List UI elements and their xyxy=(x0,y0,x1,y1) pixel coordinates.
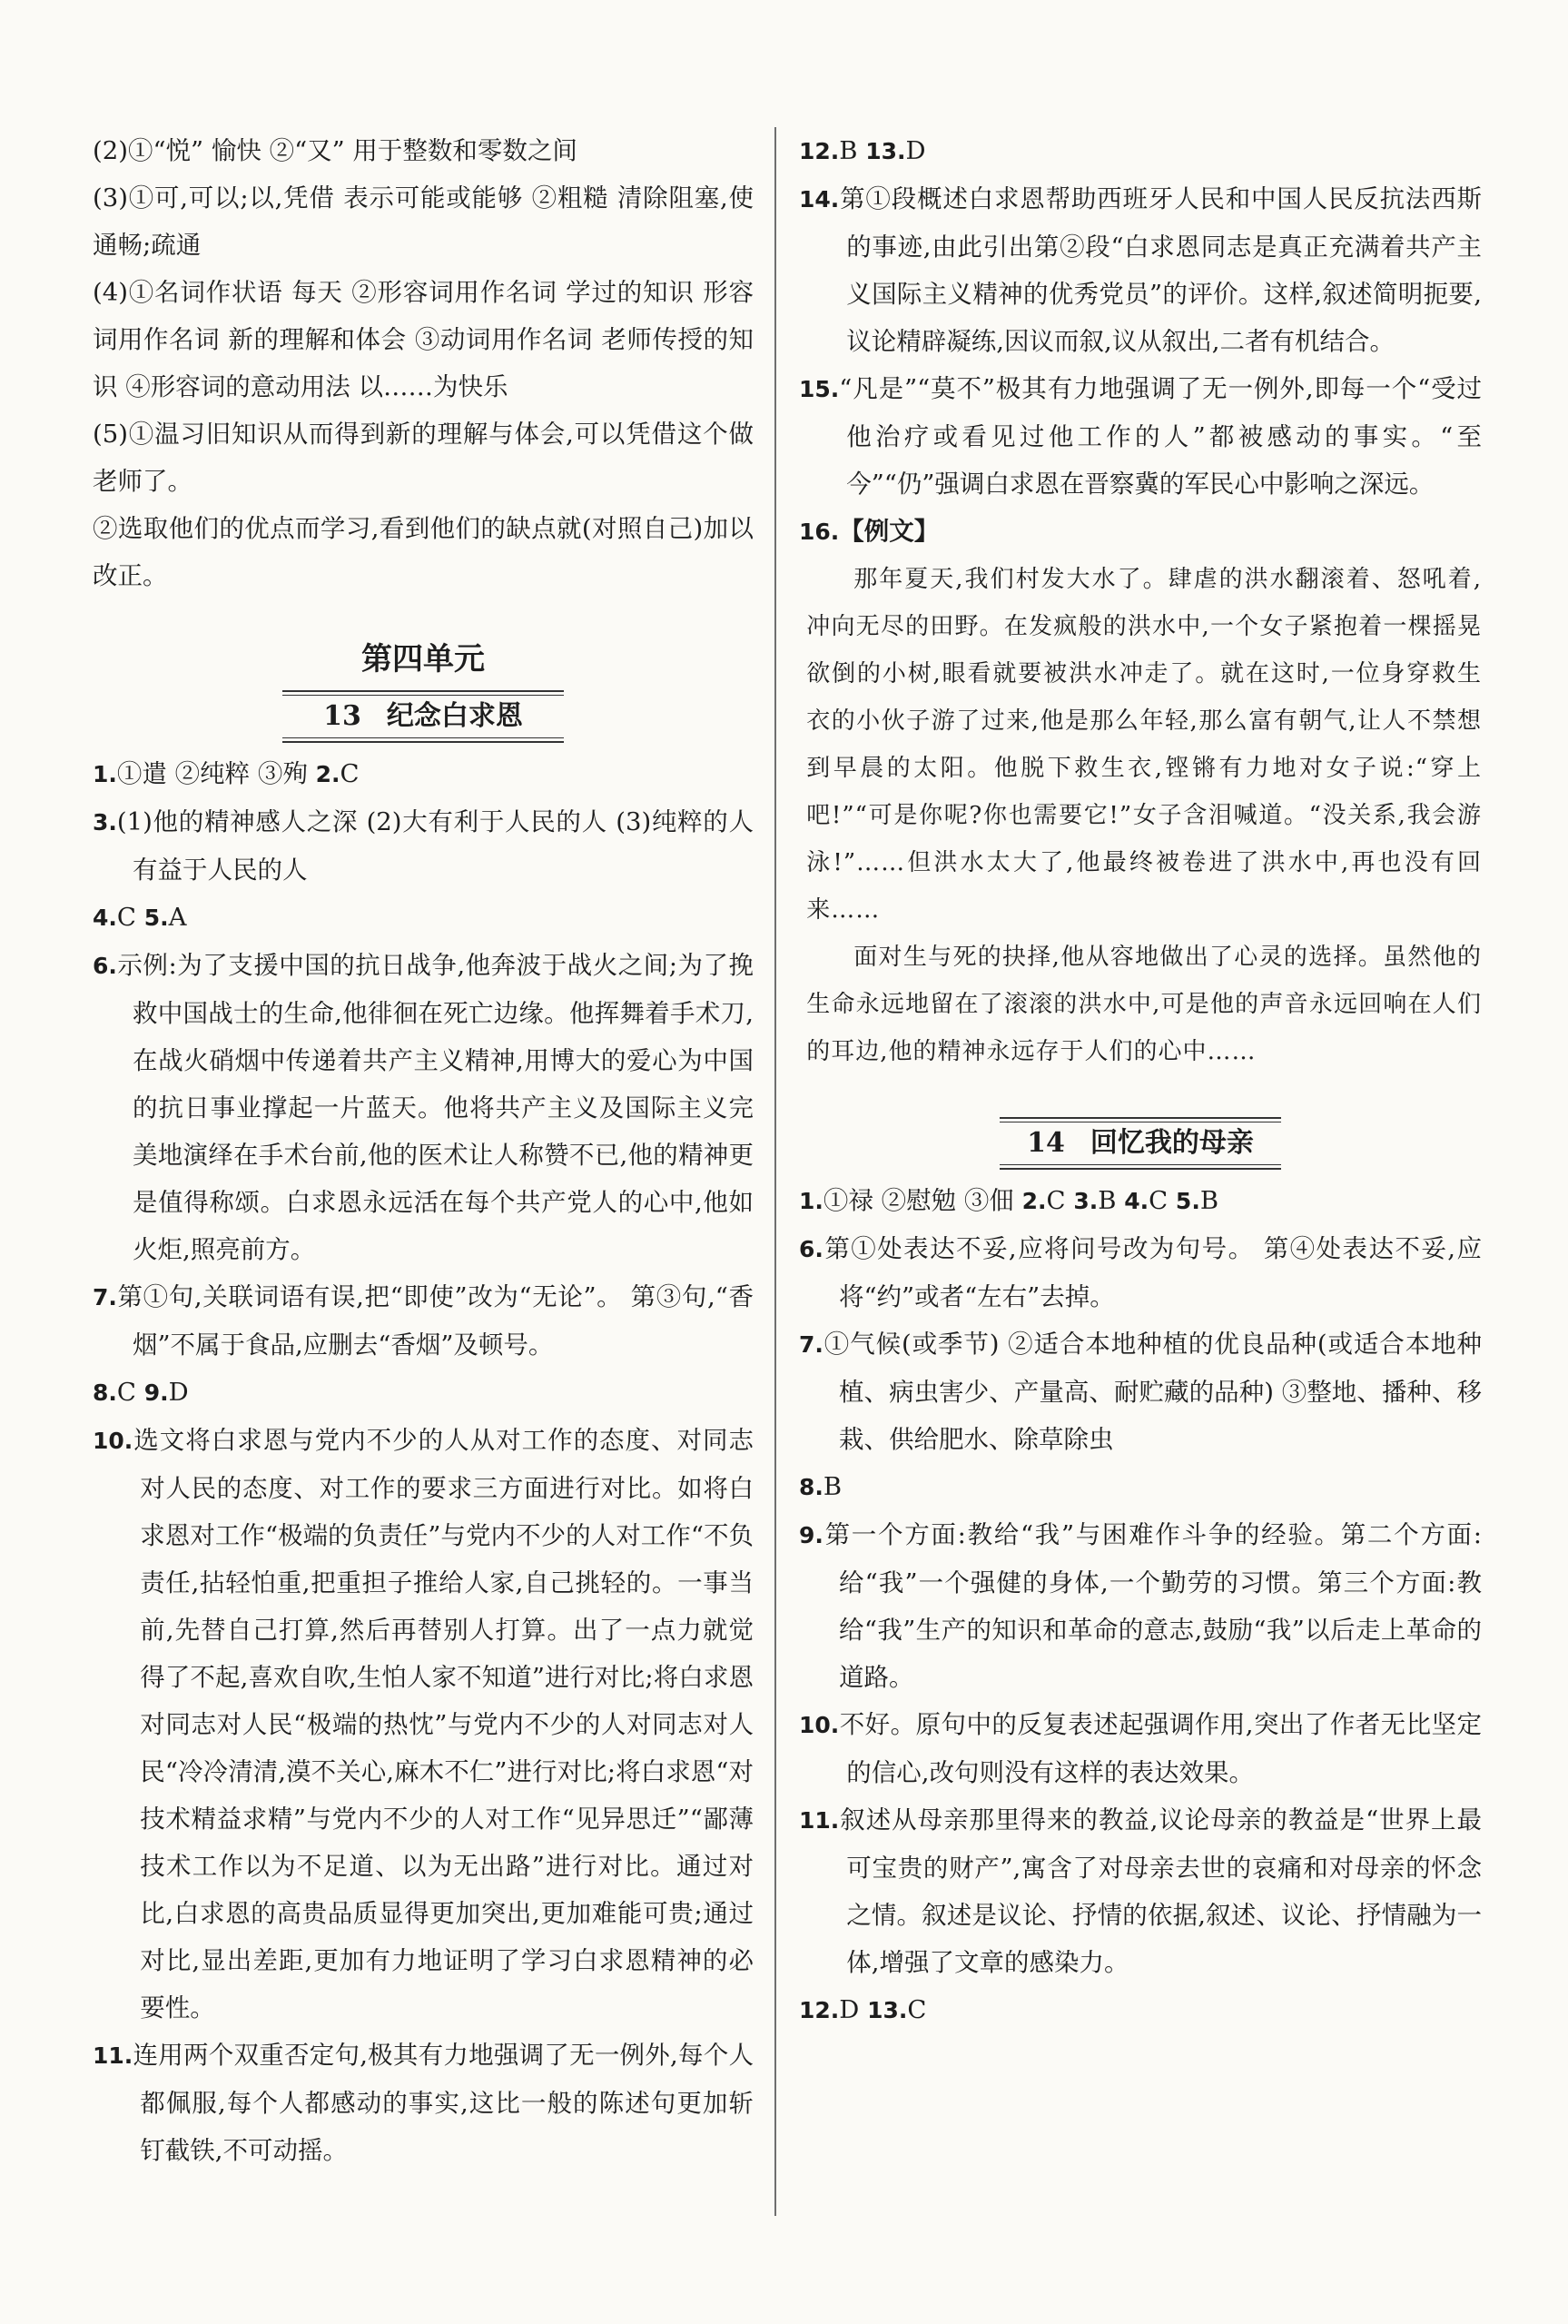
answer-3-prev xyxy=(93,174,754,269)
answer-label: 9. xyxy=(143,1380,169,1406)
answer-text: C xyxy=(907,1995,927,2024)
answer-text: 连用两个双重否定句,极其有力地强调了无一例外,每个人都佩服,每个人都感动的事实,这比一般的陈述句更加斩钉截铁,不可动摇。 xyxy=(133,2041,754,2165)
answer-label: 2. xyxy=(1021,1188,1047,1214)
answer-text: B xyxy=(823,1472,843,1501)
answer-label: (5) xyxy=(93,420,128,449)
answer-8 xyxy=(93,1369,754,1417)
lesson-13-title xyxy=(282,690,564,743)
answer-text: B xyxy=(839,136,866,165)
answer-label: (2) xyxy=(93,136,128,165)
answer-label: 4. xyxy=(1124,1188,1149,1214)
answer-text: ①可,可以;以,凭借 表示可能或能够 ②粗糙 清除阻塞,使通畅;疏通 xyxy=(93,183,754,260)
answer-6 xyxy=(799,1225,1482,1320)
answer-label: 15. xyxy=(799,376,840,402)
answer-6 xyxy=(93,942,754,1273)
answer-4 xyxy=(93,894,754,942)
answer-label: 7. xyxy=(799,1331,823,1358)
left-column xyxy=(93,127,754,2174)
answer-3 xyxy=(93,798,754,894)
lesson-name: 纪念白求恩 xyxy=(386,700,523,732)
answer-15 xyxy=(799,365,1482,508)
answer-text: B xyxy=(1098,1186,1117,1215)
answer-label: 7. xyxy=(93,1284,117,1310)
answer-label: 5. xyxy=(143,905,169,931)
answer-text: C xyxy=(116,1378,144,1407)
right-column xyxy=(799,127,1482,2034)
answer-text: 第一个方面:教给“我”与困难作斗争的经验。第二个方面:给“我”一个强健的身体,一个勤劳的习惯。第三个方面:教给“我”生产的知识和革命的意志,鼓励“我”以后走上革命的道路。 xyxy=(823,1520,1482,1692)
answer-16-heading xyxy=(799,508,1482,556)
answer-label: 1. xyxy=(799,1188,823,1214)
answer-9 xyxy=(799,1511,1482,1701)
answer-text: 示例:为了支援中国的抗日战争,他奔波于战火之间;为了挽救中国战士的生命,他徘徊在死亡边缘。他挥舞着手术刀,在战火硝烟中传递着共产主义精神,用博大的爱心为中国的抗日事业撑起一片蓝天。他将共产主义及国际主义完美地演绎在手术台前,他的医术让人称赞不已,他的精神更是值得称颂。白求恩永远活在每个共产党人的心中,他如火炬,照亮前方。 xyxy=(116,951,754,1264)
answer-text: (1)他的精神感人之深 (2)大有利于人民的人 (3)纯粹的人 有益于人民的人 xyxy=(116,807,754,885)
answer-8 xyxy=(799,1463,1482,1511)
unit-title: 第四单元 xyxy=(361,641,485,677)
answer-text: ①禄 ②慰勉 ③佃 xyxy=(823,1186,1022,1215)
answer-label: 12. xyxy=(799,1997,840,2023)
answer-1 xyxy=(93,750,754,798)
answer-label: 14. xyxy=(799,186,840,213)
answer-label: 9. xyxy=(799,1522,823,1548)
answer-2-prev xyxy=(93,127,754,174)
answer-text: 第①段概述白求恩帮助西班牙人民和中国人民反抗法西斯的事迹,由此引出第②段“白求恩同志是真正充满着共产主义国际主义精神的优秀党员”的评价。这样,叙述简明扼要,议论精辟凝练,因议而叙,议从叙出,二者有机结合。 xyxy=(839,184,1482,356)
answer-text: 叙述从母亲那里得来的教益,议论母亲的教益是“世界上最可宝贵的财产”,寓含了对母亲去世的哀痛和对母亲的怀念之情。叙述是议论、抒情的依据,叙述、议论、抒情融为一体,增强了文章的感染力。 xyxy=(839,1805,1482,1977)
answer-label: 6. xyxy=(93,953,117,979)
answer-label: 8. xyxy=(93,1380,117,1406)
answer-label: 6. xyxy=(799,1236,823,1262)
answer-5-prev xyxy=(93,410,754,505)
sample-essay xyxy=(799,556,1482,1075)
answer-label: 3. xyxy=(93,809,117,836)
answer-text: C xyxy=(1149,1186,1169,1215)
answer-1 xyxy=(799,1177,1482,1225)
answer-text: 不好。原句中的反复表述起强调作用,突出了作者无比坚定的信心,改句则没有这样的表达效果。 xyxy=(839,1710,1482,1787)
answer-label: 2. xyxy=(315,761,340,787)
answer-label: 5. xyxy=(1175,1188,1200,1214)
essay-heading: 【例文】 xyxy=(839,517,940,546)
answer-4-prev xyxy=(93,269,754,410)
answer-5b-prev: ②选取他们的优点而学习,看到他们的缺点就(对照自己)加以改正。 xyxy=(93,514,754,590)
lesson-number: 14 xyxy=(1027,1127,1065,1159)
answer-label: 13. xyxy=(865,138,906,164)
answer-text: B xyxy=(1199,1186,1219,1215)
answer-label: 1. xyxy=(93,761,117,787)
answer-text: D xyxy=(905,136,926,165)
answer-label: 11. xyxy=(93,2042,133,2069)
answer-text: C xyxy=(116,903,144,932)
answer-12 xyxy=(799,127,1482,175)
answer-label: 12. xyxy=(799,138,840,164)
essay-paragraph: 面对生与死的抉择,他从容地做出了心灵的选择。虽然他的生命永远地留在了滚滚的洪水中,可是他的声音永远回响在人们的耳边,他的精神永远存于人们的心中…… xyxy=(806,944,1482,1065)
answer-10 xyxy=(93,1417,754,2032)
answer-text: C xyxy=(340,759,360,788)
answer-11 xyxy=(93,2032,754,2174)
answer-text: “凡是”“莫不”极其有力地强调了无一例外,即每一个“受过他治疗或看见过他工作的人”都被感动的事实。“至今”“仍”强调白求恩在晋察冀的军民心中影响之深远。 xyxy=(839,374,1482,499)
answer-text: D xyxy=(839,1995,868,2024)
answer-label: 11. xyxy=(799,1807,840,1834)
answer-text: 第①处表达不妥,应将问号改为句号。 第④处表达不妥,应将“约”或者“左右”去掉。 xyxy=(823,1234,1482,1311)
answer-label: 16. xyxy=(799,519,840,545)
answer-text: ①名词作状语 每天 ②形容词用作名词 学过的知识 形容词用作名词 新的理解和体会 ③动词用作名词 老师传授的知识 ④形容词的意动用法 以……为快乐 xyxy=(93,278,754,401)
answer-11 xyxy=(799,1796,1482,1986)
answer-label: (3) xyxy=(93,183,128,213)
essay-paragraph: 那年夏天,我们村发大水了。肆虐的洪水翻滚着、怒吼着,冲向无尽的田野。在发疯般的洪水中,一个女子紧抱着一棵摇晃欲倒的小树,眼看就要被洪水冲走了。就在这时,一位身穿救生衣的小伙子游了过来,他是那么年轻,那么富有朝气,让人不禁想到早晨的太阳。他脱下救生衣,铿锵有力地对女子说:“穿上吧!”“可是你呢?你也需要它!”女子含泪喊道。“没关系,我会游泳!”……但洪水太大了,他最终被卷进了洪水中,再也没有回来…… xyxy=(806,566,1482,924)
answer-10 xyxy=(799,1701,1482,1796)
answer-7 xyxy=(93,1273,754,1369)
answer-label: 10. xyxy=(93,1428,133,1454)
answer-label: 3. xyxy=(1073,1188,1099,1214)
answer-text: D xyxy=(168,1378,189,1407)
answer-7 xyxy=(799,1320,1482,1463)
lesson-number: 13 xyxy=(323,700,361,732)
answer-text: 第①句,关联词语有误,把“即使”改为“无论”。 第③句,“香烟”不属于食品,应删去“香烟”及顿号。 xyxy=(116,1282,754,1360)
answer-label: 8. xyxy=(799,1474,823,1500)
answer-12 xyxy=(799,1986,1482,2034)
answer-text: ①“悦” 愉快 ②“又” 用于整数和零数之间 xyxy=(127,136,577,165)
answer-text: A xyxy=(168,903,187,932)
lesson-name: 回忆我的母亲 xyxy=(1090,1127,1254,1159)
answer-label: 10. xyxy=(799,1712,840,1738)
lesson-14-title xyxy=(1000,1117,1281,1170)
answer-label: 13. xyxy=(867,1997,908,2023)
answer-text: ①遣 ②纯粹 ③殉 xyxy=(116,759,316,788)
answer-text: 选文将白求恩与党内不少的人从对工作的态度、对同志对人民的态度、对工作的要求三方面进行对比。如将白求恩对工作“极端的负责任”与党内不少的人对工作“不负责任,拈轻怕重,把重担子推给人家,自己挑轻的。一事当前,先替自己打算,然后再替别人打算。出了一点力就觉得了不起,喜欢自吹,生怕人家不知道”进行对比;将白求恩对同志对人民“极端的热忱”与党内不少的人对同志对人民“冷冷清清,漠不关心,麻木不仁”进行对比;将白求恩“对技术精益求精”与党内不少的人对工作“见异思迁”“鄙薄技术工作以为不足道、以为无出路”进行对比。通过对比,白求恩的高贵品质显得更加突出,更加难能可贵;通过对比,显出差距,更加有力地证明了学习白求恩精神的必要性。 xyxy=(133,1426,754,2022)
answer-14 xyxy=(799,175,1482,365)
column-divider xyxy=(774,127,776,2216)
answer-text: ①气候(或季节) ②适合本地种植的优良品种(或适合本地种植、病虫害少、产量高、耐贮藏的品种) ③整地、播种、移栽、供给肥水、除草除虫 xyxy=(823,1330,1482,1454)
answer-label: (4) xyxy=(93,278,128,307)
answer-text: ①温习旧知识从而得到新的理解与体会,可以凭借这个做老师了。 xyxy=(93,420,754,496)
answer-text: C xyxy=(1046,1186,1066,1215)
answer-label: 4. xyxy=(93,905,117,931)
